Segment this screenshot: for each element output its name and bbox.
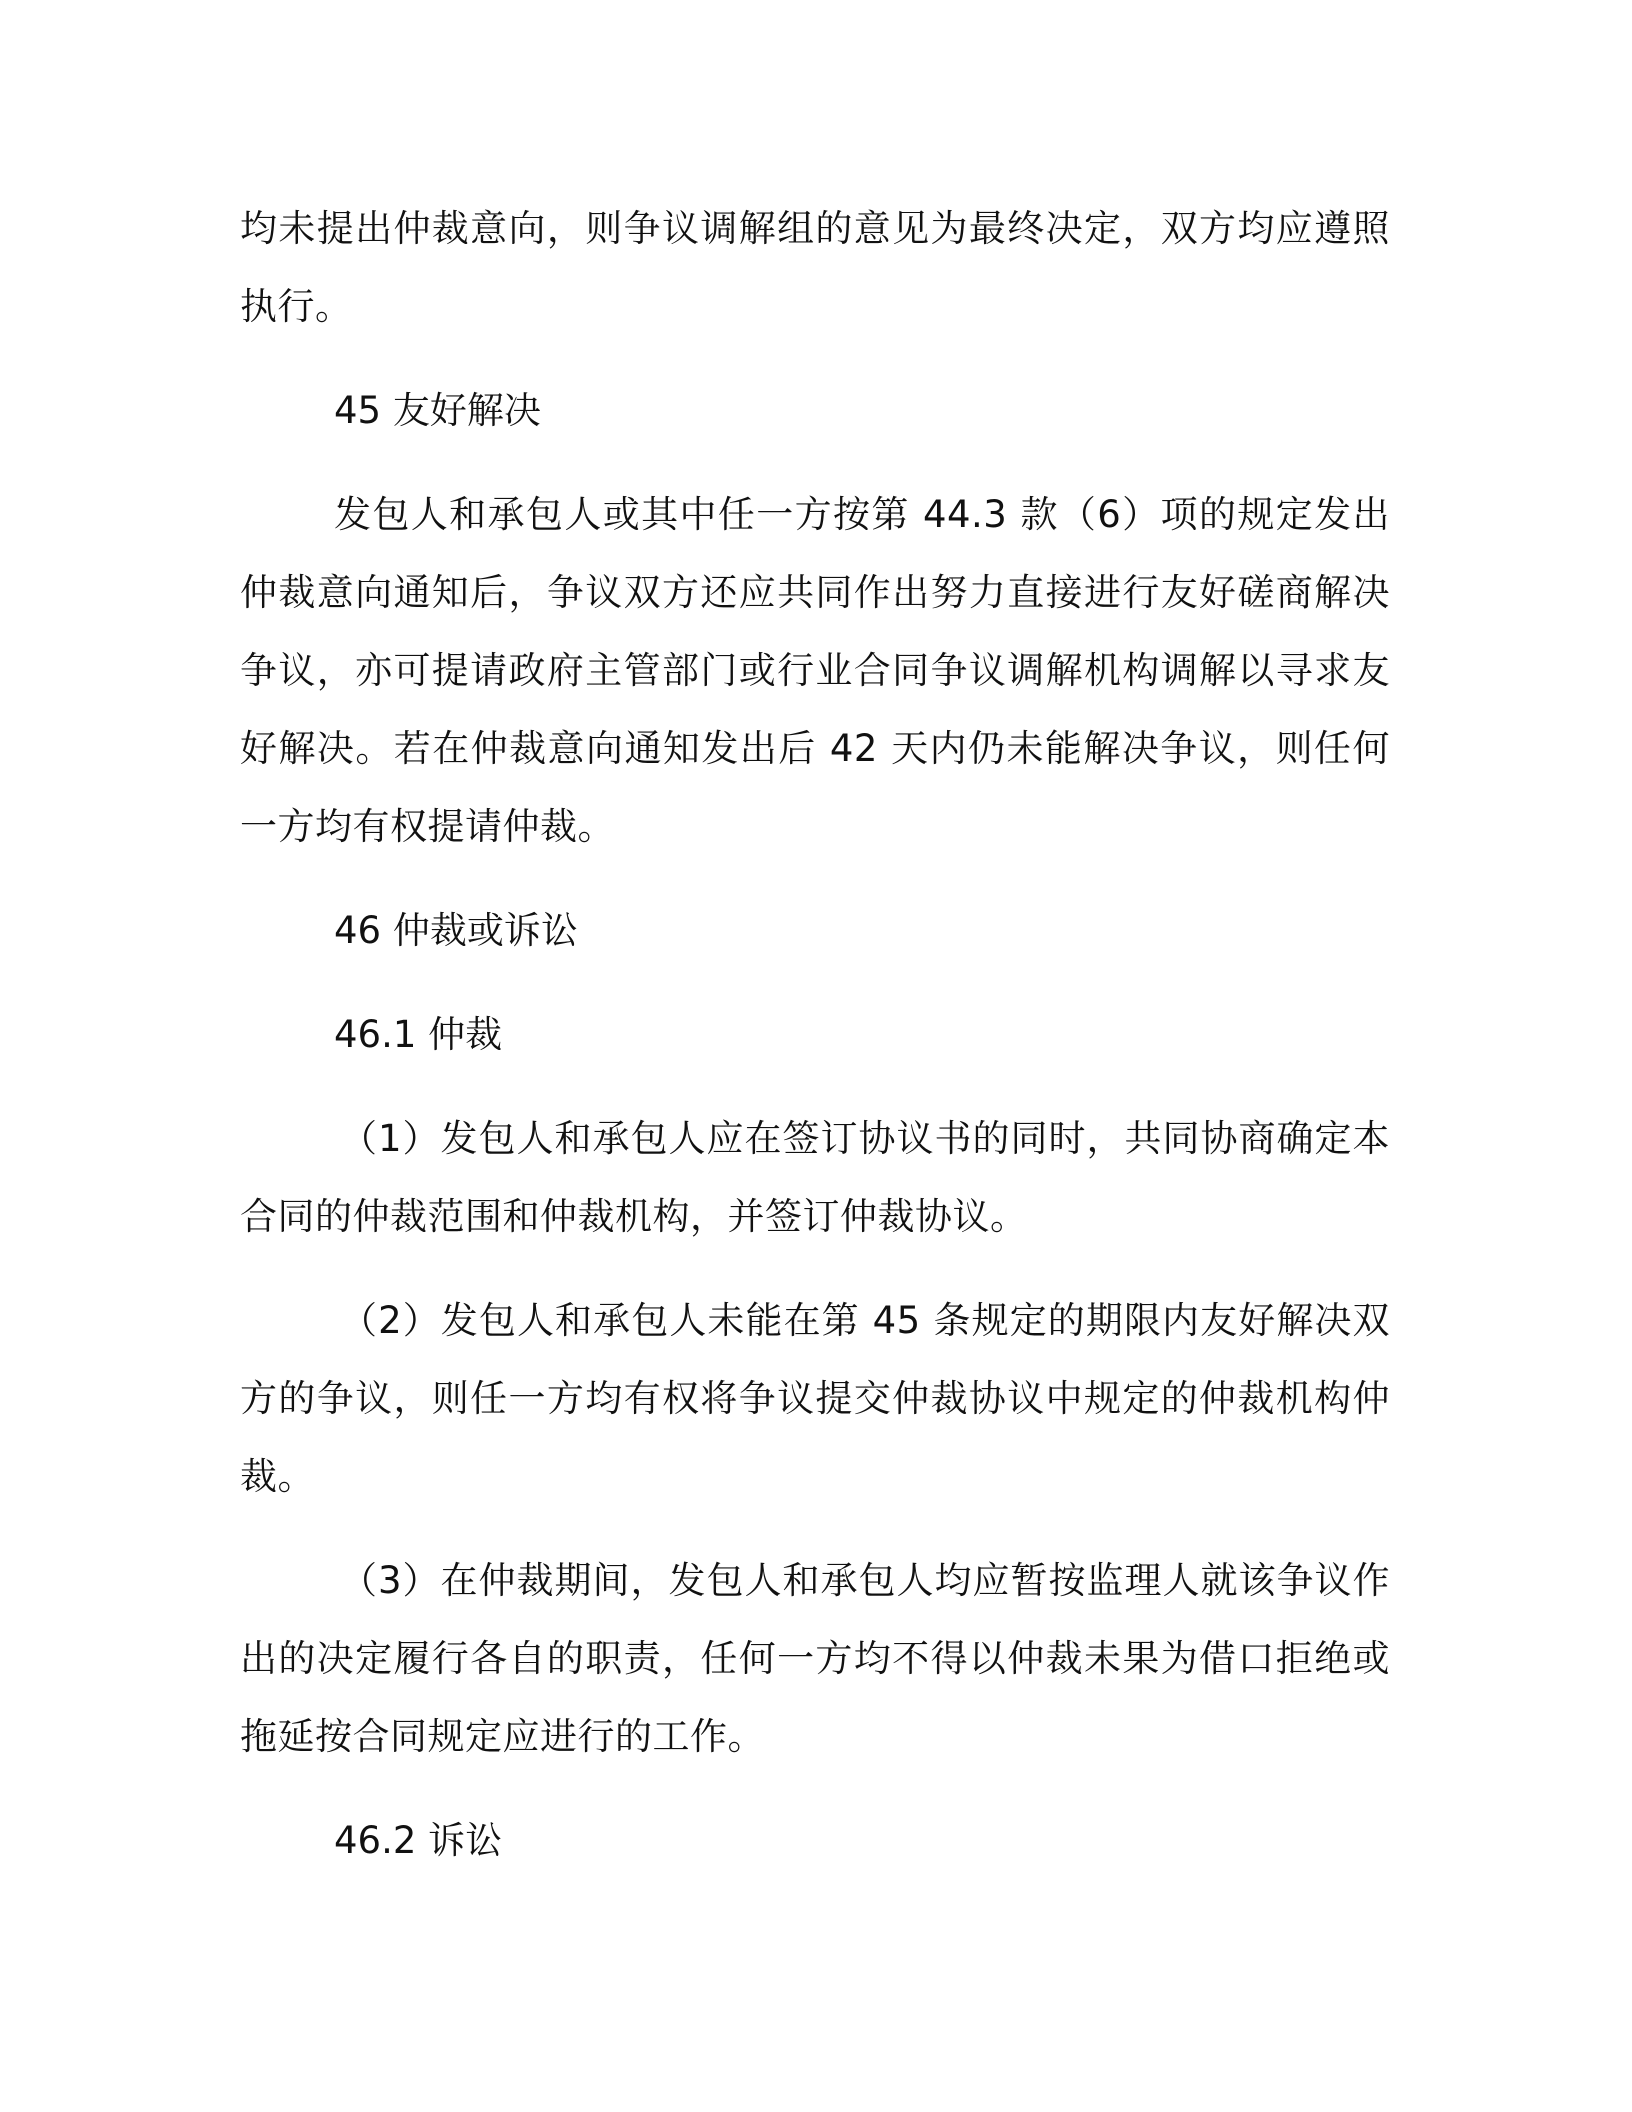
paragraph-continuation: 均未提出仲裁意向，则争议调解组的意见为最终决定，双方均应遵照执行。	[240, 207, 1390, 328]
paragraph-46-1-item-1: （1）发包人和承包人应在签订协议书的同时，共同协商确定本合同的仲裁范围和仲裁机构，并签订仲裁协议。	[240, 1117, 1390, 1238]
section-heading-45: 45 友好解决	[334, 389, 541, 432]
document-page	[240, 190, 1390, 1906]
paragraph-45: 发包人和承包人或其中任一方按第 44.3 款（6）项的规定发出仲裁意向通知后，争议双方还应共同作出努力直接进行友好磋商解决争议，亦可提请政府主管部门或行业合同争议调解机构调解以寻求友好解决。若在仲裁意向通知发出后 42 天内仍未能解决争议，则任何一方均有权提请仲裁。	[240, 493, 1390, 848]
subsection-heading-46-2: 46.2 诉讼	[334, 1819, 503, 1862]
subsection-heading-46-1: 46.1 仲裁	[334, 1013, 503, 1056]
section-heading-46: 46 仲裁或诉讼	[334, 909, 578, 952]
paragraph-46-1-item-2: （2）发包人和承包人未能在第 45 条规定的期限内友好解决双方的争议，则任一方均有权将争议提交仲裁协议中规定的仲裁机构仲裁。	[240, 1299, 1390, 1498]
paragraph-46-1-item-3: （3）在仲裁期间，发包人和承包人均应暂按监理人就该争议作出的决定履行各自的职责，任何一方均不得以仲裁未果为借口拒绝或拖延按合同规定应进行的工作。	[240, 1559, 1390, 1758]
